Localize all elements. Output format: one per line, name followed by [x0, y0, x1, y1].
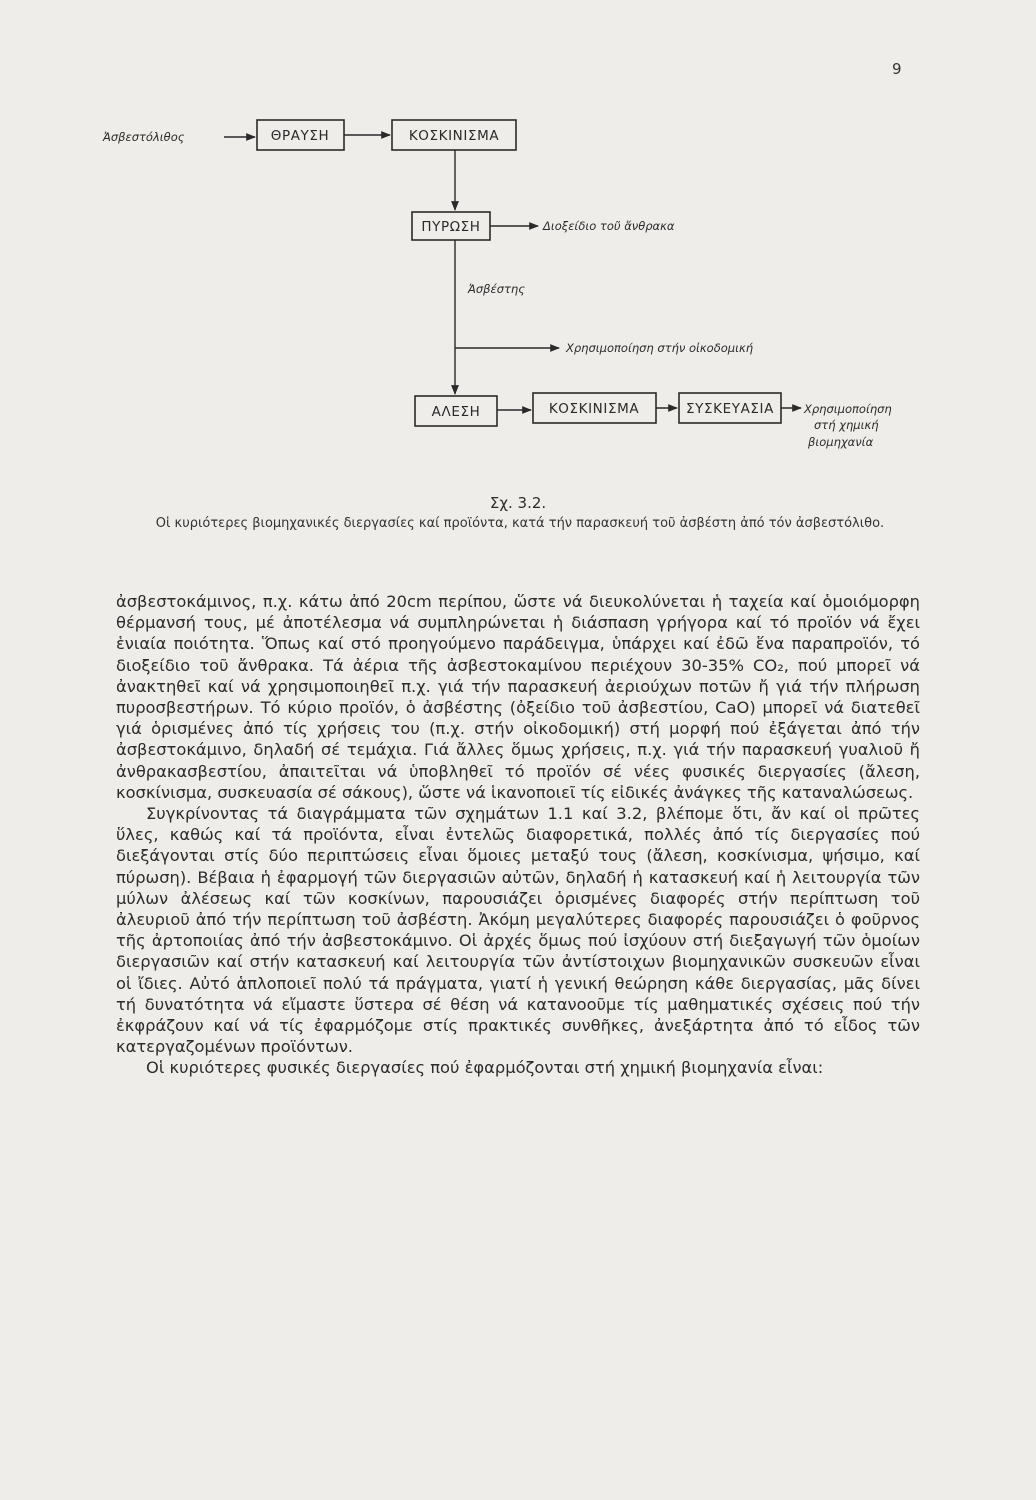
- chemical-use-line-1: Χρησιμοποίηση: [804, 402, 892, 416]
- paragraph-2: Συγκρίνοντας τά διαγράμματα τῶν σχημάτων 1.1 καί 3.2, βλέπομε ὅτι, ἄν καί οἱ πρῶτες ὕλες, καθώς καί τά προϊόντα, εἶναι ἐντελῶς διαφορετικά, πολλές ἀπό τίς διεργασίες πού διεξάγονται στίς δύο περιπτώσεις εἶναι ὅμοιες μεταξύ τους (ἄλεση, κοσκίνισμα, ψήσιμο, καί πύρωση). Βέβαια ἡ ἐφαρμογή τῶν διεργασιῶν αὐτῶν, δηλαδή ἡ κατασκευή καί ἡ λειτουργία τῶν μύλων ἀλέσεως καί τῶν κοσκίνων, παρουσιάζει ὁρισμένες διαφορές στήν περίπτωση τοῦ ἀλευριοῦ ἀπό τήν περίπτωση τοῦ ἀσβέστη. Ἀκόμη μεγαλύτερες διαφορές παρουσιάζει ὁ φοῦρνος τῆς ἀρτοποιίας ἀπό τήν ἀσβεστοκάμινο. Οἱ ἀρχές ὅμως πού ἰσχύουν στή διεξαγωγή τῶν ὁμοίων διεργασιῶν καί στήν κατασκευή καί λειτουργία τῶν ἀντίστοιχων βιομηχανικῶν συσκευῶν εἶναι οἱ ἴδιες. Αὐτό ἁπλοποιεῖ πολύ τά πράγματα, γιατί ἡ γενική θεώρηση κάθε διεργασίας, μᾶς δίνει τή δυνατότητα νά εἴμαστε ὕστερα σέ θέση νά κατανοοῦμε τίς μαθηματικές σχέσεις πού τήν ἐκφράζουν καί νά τίς ἐφαρμόζομε στίς πρακτικές συνθῆκες, ἀνεξάρτητα ἀπό τό εἶδος τῶν κατεργαζομένων προϊόντων.: [116, 804, 920, 1057]
- box-crushing-label: ΘΡΑΥΣΗ: [270, 128, 330, 144]
- figure-caption: Οἱ κυριότερες βιομηχανικές διεργασίες καί προϊόντα, κατά τήν παρασκευή τοῦ ἀσβέστη ἀπό τόν ἀσβεστόλιθο.: [155, 516, 885, 531]
- paragraph-1: ἀσβεστοκάμινος, π.χ. κάτω ἀπό 20cm περίπου, ὥστε νά διευκολύνεται ἡ ταχεία καί ὁμοιόμορφη θέρμανσή τους, μέ ἀποτέλεσμα νά συμπληρώνεται ἡ διάσπαση γρήγορα καί τό προϊόν νά ἔχει ἑνιαία ποιότητα. Ὅπως καί στό προηγούμενο παράδειγμα, ὑπάρχει καί ἐδῶ ἕνα παραπροϊόν, τό διοξείδιο τοῦ ἄνθρακα. Τά ἀέρια τῆς ἀσβεστοκαμίνου περιέχουν 30-35% CO₂, πού μπορεῖ νά ἀνακτηθεῖ καί νά χρησιμοποιηθεῖ π.χ. γιά τήν παρασκευή ἀεριούχων ποτῶν ἤ γιά τήν πλήρωση πυροσβεστήρων. Τό κύριο προϊόν, ὁ ἀσβέστης (ὀξείδιο τοῦ ἀσβεστίου, CaO) μπορεῖ νά διατεθεῖ γιά ὁρισμένες ἀπό τίς χρήσεις του (π.χ. στήν οἰκοδομική) στή μορφή πού ἐξάγεται ἀπό τήν ἀσβεστοκάμινο, δηλαδή σέ τεμάχια. Γιά ἄλλες ὅμως χρήσεις, π.χ. γιά τήν παρασκευή γυαλιοῦ ἤ ἀνθρακασβεστίου, ἀπαιτεῖται νά ὑποβληθεῖ τό προϊόν σέ νέες φυσικές διεργασίες (ἄλεση, κοσκίνισμα, συσκευασία σέ σάκους), ὥστε νά ἱκανοποιεῖ τίς εἰδικές ἀνάγκες τῆς καταναλώσεως.: [116, 592, 920, 802]
- box-screening-2-label: ΚΟΣΚΙΝΙΣΜΑ: [548, 401, 640, 417]
- paragraph-3: Οἱ κυριότερες φυσικές διεργασίες πού ἐφαρμόζονται στή χημική βιομηχανία εἶναι:: [146, 1058, 824, 1078]
- page-number: 9: [892, 60, 902, 78]
- chemical-use-line-2: στή χημική: [814, 418, 879, 432]
- chemical-use-line-3: βιομηχανία: [808, 435, 874, 449]
- input-label-limestone: Ἀσβεστόλιθος: [103, 130, 185, 144]
- body-text: [116, 591, 920, 1079]
- figure-number: Σχ. 3.2.: [489, 494, 547, 512]
- box-screening-1-label: ΚΟΣΚΙΝΙΣΜΑ: [408, 128, 500, 144]
- process-flow-diagram: [0, 0, 1036, 470]
- lime-label: Ἀσβέστης: [468, 282, 525, 296]
- box-packaging-label: ΣΥΣΚΕΥΑΣΙΑ: [686, 401, 774, 417]
- box-calcination-label: ΠΥΡΩΣΗ: [421, 219, 481, 235]
- construction-use-label: Χρησιμοποίηση στήν οἰκοδομική: [566, 341, 754, 355]
- box-milling-label: ΑΛΕΣΗ: [431, 404, 481, 420]
- co2-label: Διοξείδιο τοῦ ἄνθρακα: [543, 219, 675, 233]
